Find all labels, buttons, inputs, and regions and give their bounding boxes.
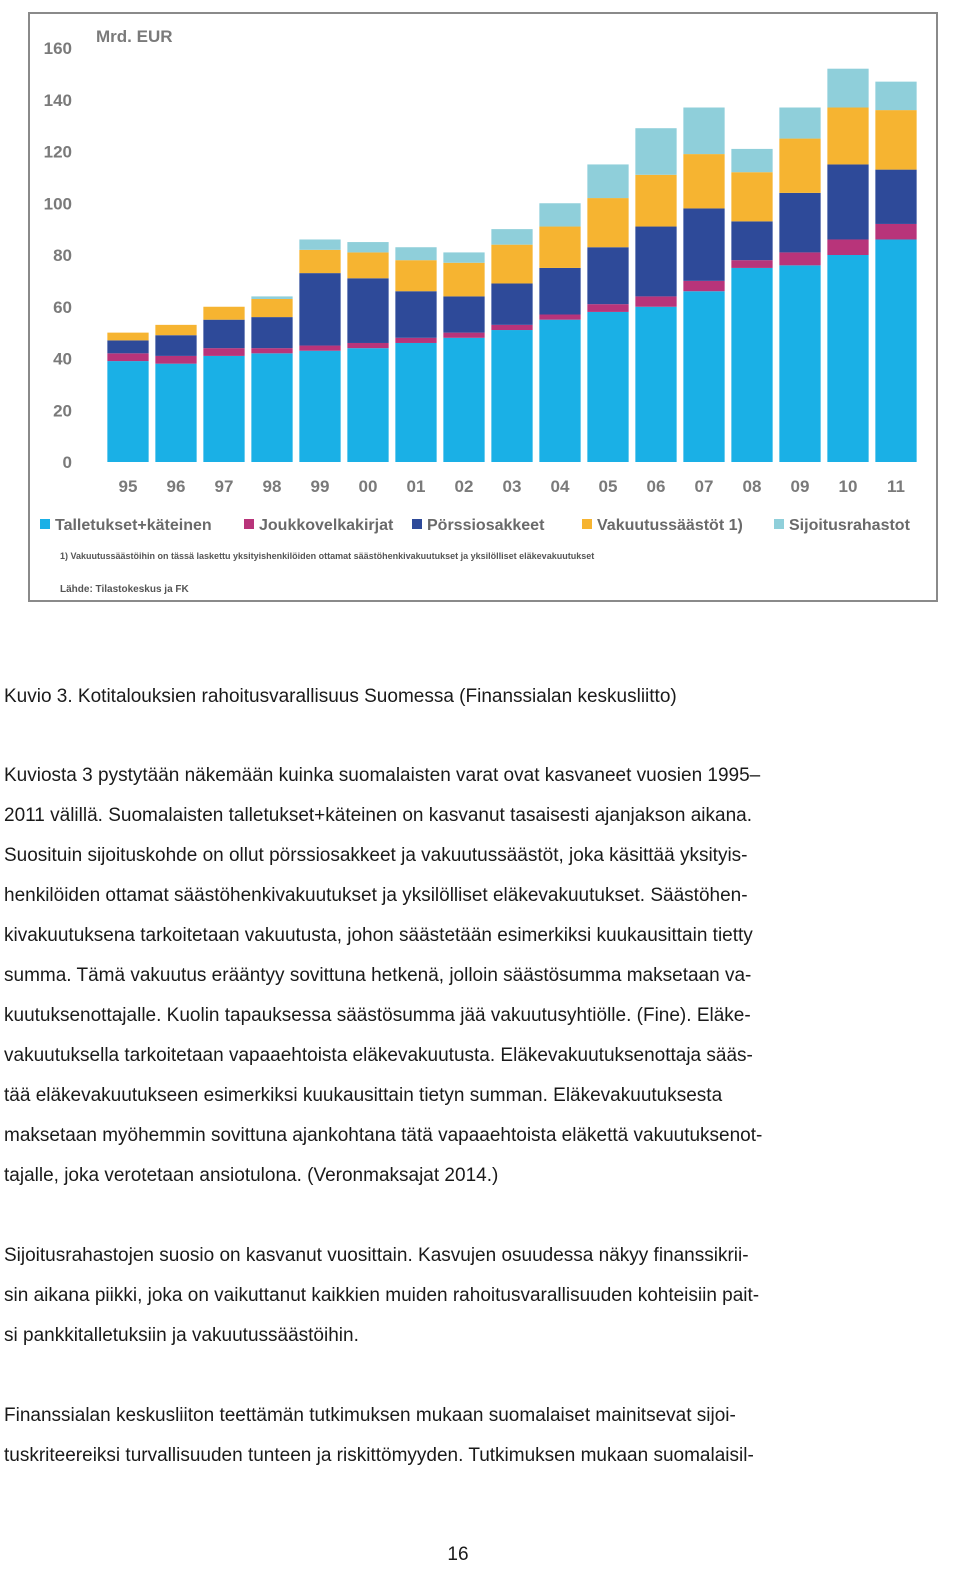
x-tick-label: 96	[166, 477, 186, 496]
text-line: tää eläkevakuutukseen esimerkiksi kuukausittain tietyn summan. Eläkevakuutuksesta	[4, 1085, 723, 1106]
x-tick-label: 10	[838, 477, 858, 496]
bar-segment	[155, 356, 196, 364]
text-line: henkilöiden ottamat säästöhenkivakuutukset ja yksilölliset eläkevakuutukset. Säästöhen-	[4, 885, 748, 906]
legend-label: Sijoitusrahastot	[789, 517, 910, 534]
text-line: tuskriteereiksi turvallisuuden tunteen ja riskittömyyden. Tutkimuksen mukaan suomalaisil-	[4, 1445, 754, 1466]
x-tick-label: 97	[214, 477, 234, 496]
figure-caption: Kuvio 3. Kotitalouksien rahoitusvarallisuus Suomessa (Finanssialan keskusliitto)	[4, 686, 677, 707]
y-tick-label: 60	[53, 297, 72, 317]
bar-segment	[491, 325, 532, 330]
y-tick-label: 40	[53, 349, 72, 369]
bar-segment	[827, 69, 868, 108]
legend-swatch	[774, 519, 784, 529]
bar-segment	[875, 239, 916, 462]
bar-segment	[395, 338, 436, 343]
bar-segment	[203, 348, 244, 356]
bar-segment	[155, 325, 196, 335]
bar-segment	[875, 82, 916, 110]
x-tick-label: 95	[118, 477, 138, 496]
x-tick-label: 06	[646, 477, 666, 496]
bar-segment	[779, 193, 820, 253]
y-tick-label: 80	[53, 246, 72, 265]
stacked-bar-chart	[30, 14, 936, 600]
x-tick-label: 07	[694, 477, 714, 496]
bar-segment	[683, 108, 724, 155]
x-tick-label: 11	[887, 477, 905, 496]
x-tick-label: 04	[550, 477, 570, 496]
bar-segment	[539, 315, 580, 320]
bar-segment	[347, 278, 388, 343]
bar-segment	[251, 348, 292, 353]
bar-segment	[731, 268, 772, 462]
bar-segment	[107, 353, 148, 361]
legend-swatch	[244, 519, 254, 529]
y-tick-label: 120	[43, 142, 72, 162]
text-line: kuutuksenottajalle. Kuolin tapauksessa säästösumma jää vakuutusyhtiölle. (Fine). Eläke-	[4, 1005, 751, 1026]
bar-segment	[347, 252, 388, 278]
bar-segment	[251, 299, 292, 317]
bar-segment	[443, 296, 484, 332]
bar-segment	[587, 304, 628, 312]
bar-segment	[635, 296, 676, 306]
bar-segment	[635, 307, 676, 462]
legend-swatch	[412, 519, 422, 529]
text-line: Suosituin sijoituskohde on ollut pörssiosakkeet ja vakuutussäästöt, joka käsittää yksityis-	[4, 845, 748, 866]
bar-segment	[539, 320, 580, 462]
text-line: summa. Tämä vakuutus erääntyy sovittuna hetkenä, jolloin säästösumma maksetaan va-	[4, 965, 752, 986]
x-tick-label: 09	[790, 477, 810, 496]
bar-segment	[731, 172, 772, 221]
text-line: 2011 välillä. Suomalaisten talletukset+käteinen on kasvanut tasaisesti ajanjakson aikana.	[4, 805, 752, 826]
paragraph-2	[4, 1236, 922, 1356]
bar-segment	[491, 245, 532, 284]
bar-segment	[347, 242, 388, 252]
x-tick-label: 08	[742, 477, 762, 496]
bar-segment	[203, 307, 244, 320]
legend-label: Joukkovelkakirjat	[259, 517, 394, 534]
bar-segment	[395, 343, 436, 462]
y-tick-label: 20	[53, 401, 72, 421]
bar-segment	[875, 224, 916, 240]
text-line: maksetaan myöhemmin sovittuna ajankohtana tätä vapaaehtoista eläkettä vakuutuksenot-	[4, 1125, 763, 1146]
y-tick-label: 100	[43, 194, 72, 214]
bar-segment	[299, 273, 340, 345]
legend-label: Vakuutussäästöt 1)	[597, 517, 743, 534]
bar-segment	[587, 247, 628, 304]
bar-segment	[347, 348, 388, 462]
y-unit-label: Mrd. EUR	[96, 27, 173, 46]
chart-source: Lähde: Tilastokeskus ja FK	[60, 584, 189, 595]
bar-segment	[491, 330, 532, 462]
y-tick-label: 0	[62, 453, 72, 472]
figure-frame	[28, 12, 938, 602]
x-tick-label: 99	[310, 477, 330, 496]
bar-segment	[683, 291, 724, 462]
text-line: Kuviosta 3 pystytään näkemään kuinka suomalaisten varat ovat kasvaneet vuosien 1995–	[4, 765, 761, 786]
page-number: 16	[447, 1544, 469, 1565]
bar-segment	[587, 198, 628, 247]
bar-segment	[251, 353, 292, 462]
bar-segment	[539, 227, 580, 268]
bar-segment	[299, 351, 340, 462]
chart-footnote: 1) Vakuutussäästöihin on tässä laskettu yksityishenkilöiden ottamat säästöhenkivakuutukset ja yksilölliset eläkevakuutukset	[60, 551, 595, 561]
bar-segment	[443, 338, 484, 462]
bar-segment	[683, 208, 724, 280]
x-tick-label: 02	[454, 477, 474, 496]
bar-segment	[779, 265, 820, 462]
bar-segment	[827, 108, 868, 165]
bar-segment	[155, 364, 196, 462]
bar-segment	[731, 260, 772, 268]
bar-segment	[107, 340, 148, 353]
bar-segment	[155, 335, 196, 356]
legend-swatch	[40, 519, 50, 529]
bar-segment	[491, 283, 532, 324]
bar-segment	[875, 170, 916, 224]
x-tick-label: 03	[502, 477, 522, 496]
paragraph-3	[4, 1396, 922, 1476]
x-tick-label: 05	[598, 477, 618, 496]
text-line: kivakuutuksena tarkoitetaan vakuutusta, johon säästetään esimerkiksi kuukausittain tietty	[4, 925, 753, 946]
bar-segment	[779, 139, 820, 193]
paragraph-1	[4, 756, 922, 1196]
bar-segment	[635, 227, 676, 297]
legend-swatch	[582, 519, 592, 529]
bar-segment	[731, 221, 772, 260]
bar-segment	[251, 317, 292, 348]
text-line: Finanssialan keskusliiton teettämän tutkimuksen mukaan suomalaiset mainitsevat sijoi-	[4, 1405, 736, 1426]
bar-segment	[827, 164, 868, 239]
bar-segment	[683, 281, 724, 291]
bar-segment	[779, 108, 820, 139]
bar-segment	[827, 255, 868, 462]
bar-segment	[731, 149, 772, 172]
bar-segment	[443, 252, 484, 262]
x-tick-label: 00	[358, 477, 378, 496]
y-tick-label: 140	[43, 90, 72, 110]
bar-segment	[299, 239, 340, 249]
x-tick-label: 98	[262, 477, 282, 496]
bar-segment	[635, 128, 676, 175]
text-line: sin aikana piikki, joka on vaikuttanut kaikkien muiden rahoitusvarallisuuden kohteisiin pait-	[4, 1285, 760, 1306]
bar-segment	[587, 164, 628, 198]
bar-segment	[299, 346, 340, 351]
legend-label: Pörssiosakkeet	[427, 517, 545, 534]
bar-segment	[443, 333, 484, 338]
text-line: vakuutuksella tarkoitetaan vapaaehtoista eläkevakuutusta. Eläkevakuutuksenottaja sääs-	[4, 1045, 753, 1066]
bar-segment	[395, 260, 436, 291]
bar-segment	[203, 356, 244, 462]
bar-segment	[251, 296, 292, 299]
bar-segment	[491, 229, 532, 245]
x-tick-label: 01	[406, 477, 426, 496]
bar-segment	[683, 154, 724, 208]
y-tick-label: 160	[43, 39, 72, 58]
bar-segment	[539, 203, 580, 226]
bar-segment	[299, 250, 340, 273]
text-line: si pankkitalletuksiin ja vakuutussäästöihin.	[4, 1325, 359, 1346]
bar-segment	[635, 175, 676, 227]
bar-segment	[443, 263, 484, 297]
bar-segment	[107, 361, 148, 462]
bar-segment	[827, 239, 868, 255]
legend-label: Talletukset+käteinen	[55, 517, 212, 534]
bar-segment	[779, 252, 820, 265]
bar-segment	[395, 291, 436, 338]
bar-segment	[395, 247, 436, 260]
bar-segment	[587, 312, 628, 462]
bar-segment	[875, 110, 916, 170]
bar-segment	[347, 343, 388, 348]
text-line: Sijoitusrahastojen suosio on kasvanut vuosittain. Kasvujen osuudessa näkyy finanssikrii-	[4, 1245, 749, 1266]
text-line: tajalle, joka verotetaan ansiotulona. (Veronmaksajat 2014.)	[4, 1165, 499, 1186]
bar-segment	[107, 333, 148, 341]
bar-segment	[203, 320, 244, 348]
bar-segment	[539, 268, 580, 315]
